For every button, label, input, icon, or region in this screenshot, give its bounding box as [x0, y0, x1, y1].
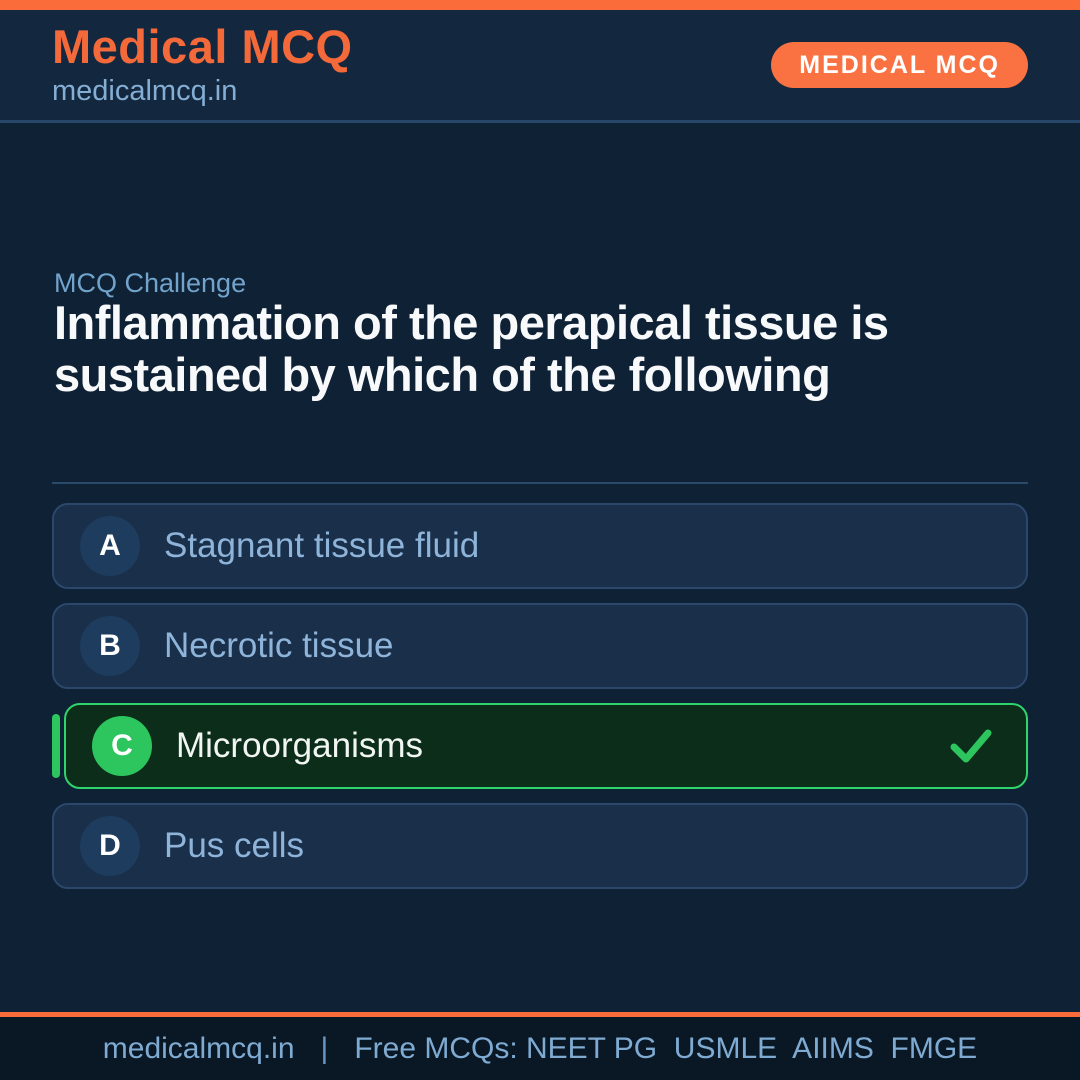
question-divider — [52, 482, 1028, 484]
footer — [0, 1012, 1080, 1080]
brand-block — [52, 19, 353, 108]
question-text: Inflammation of the perapical tissue is sustained by which of the following — [54, 296, 889, 401]
option-a-letter-badge: A — [80, 516, 140, 576]
option-d-letter-badge: D — [80, 816, 140, 876]
correct-indicator-bar — [52, 714, 60, 778]
header — [0, 10, 1080, 123]
option-b-button[interactable] — [52, 603, 1028, 689]
option-c-letter-badge: C — [92, 716, 152, 776]
option-b-label: Necrotic tissue — [164, 626, 394, 665]
question-eyebrow: MCQ Challenge — [54, 268, 247, 298]
option-c-label: Microorganisms — [176, 726, 423, 765]
brand-badge: MEDICAL MCQ — [771, 42, 1028, 88]
option-row-b — [52, 603, 1028, 689]
option-row-a — [52, 503, 1028, 589]
option-c-button[interactable] — [64, 703, 1028, 789]
check-icon — [950, 728, 992, 764]
top-accent-bar — [0, 0, 1080, 10]
option-a-label: Stagnant tissue fluid — [164, 526, 480, 565]
option-b-letter-badge: B — [80, 616, 140, 676]
option-a-button[interactable] — [52, 503, 1028, 589]
option-row-c — [52, 703, 1028, 789]
option-row-d — [52, 803, 1028, 889]
footer-site-url: medicalmcq.in — [102, 1031, 295, 1065]
options-list — [52, 503, 1028, 889]
footer-separator: | — [320, 1031, 329, 1065]
brand-title: Medical MCQ — [52, 19, 353, 73]
brand-site-url: medicalmcq.in — [52, 75, 238, 108]
option-d-button[interactable] — [52, 803, 1028, 889]
footer-tagline: Free MCQs: NEET PG USMLE AIIMS FMGE — [354, 1031, 978, 1065]
option-d-label: Pus cells — [164, 826, 305, 865]
